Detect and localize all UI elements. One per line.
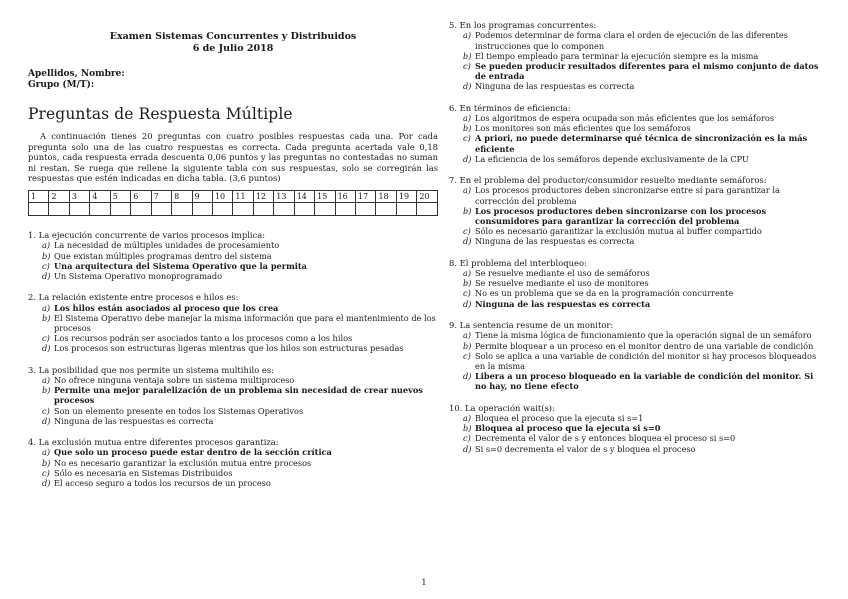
name-field-label: Apellidos, Nombre: [28, 69, 125, 79]
answer-input-cell[interactable] [90, 202, 110, 215]
answer-number-cell: 18 [376, 190, 396, 202]
question-text [28, 365, 438, 375]
question-number: 3. [28, 364, 36, 375]
answer-number-cell: 16 [335, 190, 355, 202]
answer-input-cell[interactable] [131, 202, 151, 215]
question-statement: En los programas concurrentes: [459, 20, 597, 30]
answer-number-cell: 9 [192, 190, 212, 202]
option-item [463, 341, 826, 351]
answer-input-cell[interactable] [172, 202, 192, 215]
question-text [449, 258, 826, 268]
question-number: 1. [28, 229, 36, 240]
option-text: Una arquitectura del Sistema Operativo que la permita [54, 260, 307, 271]
section-title: Preguntas de Respuesta Múltiple [28, 105, 293, 123]
option-letter: a) [463, 412, 472, 423]
question-text [449, 320, 826, 330]
option-letter: c) [463, 61, 471, 72]
question-item [449, 20, 826, 92]
option-letter: c) [42, 260, 50, 271]
option-list [463, 30, 826, 91]
option-text: Sólo es necesaria en Sistemas Distribuidos [54, 467, 233, 478]
answer-number-cell: 14 [294, 190, 314, 202]
option-item [463, 413, 826, 423]
answer-number-cell: 11 [233, 190, 253, 202]
option-letter: b) [463, 340, 472, 351]
option-item [463, 113, 826, 123]
answer-number-cell: 20 [417, 190, 438, 202]
option-item [463, 288, 826, 298]
answer-input-cell[interactable] [192, 202, 212, 215]
option-item [463, 299, 826, 309]
option-text: Podemos determinar de forma clara el orden de ejecución de las diferentes instrucciones que lo componen [475, 30, 788, 51]
option-list [463, 413, 826, 454]
option-text: Ninguna de las respuestas es correcta [475, 81, 635, 92]
option-item [42, 416, 438, 426]
option-item [463, 226, 826, 236]
option-item [463, 268, 826, 278]
option-item [42, 458, 438, 468]
questions-left [28, 230, 438, 488]
answer-number-cell: 6 [131, 190, 151, 202]
option-text: Bloquea al proceso que la ejecuta si s=0 [475, 423, 661, 434]
option-text: Se resuelve mediante el uso de monitores [475, 278, 649, 289]
answer-number-cell: 7 [151, 190, 171, 202]
option-item [42, 478, 438, 488]
question-item [449, 175, 826, 247]
option-text: Se pueden producir resultados diferentes para el mismo conjunto de datos de entrada [475, 61, 819, 82]
option-list [463, 330, 826, 391]
answer-number-cell: 1 [29, 190, 49, 202]
option-text: Los monitores son más eficientes que los semáforos [475, 123, 691, 134]
option-item [42, 343, 438, 353]
question-number: 7. [449, 175, 457, 186]
answer-input-cell[interactable] [29, 202, 49, 215]
option-letter: c) [42, 467, 50, 478]
option-letter: c) [463, 226, 471, 237]
answer-number-cell: 15 [315, 190, 335, 202]
answer-input-cell[interactable] [274, 202, 294, 215]
option-item [463, 351, 826, 371]
option-letter: b) [463, 278, 472, 289]
answer-number-cell: 12 [253, 190, 273, 202]
question-statement: La sentencia resume de un monitor: [459, 319, 614, 330]
question-number: 5. [449, 20, 457, 30]
option-text: Sólo es necesario garantizar la exclusión mutua al buffer compartido [475, 226, 762, 237]
answer-input-cell[interactable] [49, 202, 69, 215]
answer-input-cell[interactable] [233, 202, 253, 215]
question-text [28, 230, 438, 240]
question-statement: La exclusión mutua entre diferentes procesos garantiza: [38, 437, 279, 448]
option-letter: d) [42, 478, 51, 489]
option-item [463, 206, 826, 226]
option-letter: a) [463, 268, 472, 279]
option-letter: b) [42, 250, 51, 261]
option-item [463, 371, 826, 391]
option-text: El acceso seguro a todos los recursos de un proceso [54, 478, 271, 489]
option-item [463, 61, 826, 81]
option-letter: a) [42, 240, 51, 251]
option-list [463, 268, 826, 309]
option-text: La necesidad de múltiples unidades de procesamiento [54, 240, 280, 251]
option-letter: b) [463, 123, 472, 134]
option-letter: c) [463, 433, 471, 444]
option-text: Los procesos productores deben sincronizarse entre sí para garantizar la corrección del problema [475, 185, 780, 206]
answer-input-cell[interactable] [417, 202, 438, 215]
option-letter: b) [463, 423, 472, 434]
option-letter: a) [463, 113, 472, 124]
question-text [449, 175, 826, 185]
option-letter: b) [463, 50, 472, 61]
option-letter: d) [463, 81, 472, 92]
answer-input-cell[interactable] [69, 202, 89, 215]
answer-table-header-row [29, 190, 438, 202]
option-item [463, 278, 826, 288]
option-text: Ninguna de las respuestas es correcta [475, 236, 635, 247]
option-item [463, 81, 826, 91]
question-statement: La posibilidad que nos permite un sistema multihilo es: [38, 364, 274, 375]
answer-number-cell: 4 [90, 190, 110, 202]
question-statement: La relación existente entre procesos e hilos es: [38, 292, 239, 303]
section-intro: A continuación tienes 20 preguntas con cuatro posibles respuestas cada una. Por cada pregunta solo una de las cuatro respuestas es correcta. Cada pregunta acertada vale 0,18 puntos, cada respuesta errada descuenta 0,06 puntos y las preguntas no contestadas no suman ni restan. Se ruega que rellene la siguiente tabla con sus respuestas, solo se corregirán las respuestas que estén indicadas en dicha tabla. (3,6 puntos) [28, 131, 438, 184]
answer-input-cell[interactable] [335, 202, 355, 215]
question-text [28, 292, 438, 302]
group-field-label: Grupo (M/T): [28, 80, 95, 90]
answer-input-cell[interactable] [315, 202, 335, 215]
question-statement: En el problema del productor/consumidor resuelto mediante semáforos: [459, 175, 767, 186]
option-letter: a) [42, 375, 51, 386]
answer-input-cell[interactable] [151, 202, 171, 215]
option-item [42, 303, 438, 313]
option-text: Los procesos productores deben sincronizarse con los procesos consumidores para garantizar la corrección del problema [475, 205, 767, 227]
option-item [463, 433, 826, 443]
option-list [42, 240, 438, 281]
question-item [449, 258, 826, 309]
option-item [42, 271, 438, 281]
answer-table-blank-row [29, 202, 438, 215]
answer-number-cell: 17 [356, 190, 376, 202]
option-item [463, 154, 826, 164]
option-list [42, 375, 438, 426]
answer-input-cell[interactable] [376, 202, 396, 215]
student-fields [28, 69, 438, 91]
option-letter: d) [42, 343, 51, 354]
option-item [42, 240, 438, 250]
option-item [42, 447, 438, 457]
option-item [42, 406, 438, 416]
option-letter: a) [463, 185, 472, 196]
question-item [449, 320, 826, 392]
option-letter: b) [42, 457, 51, 468]
option-letter: d) [463, 443, 472, 454]
option-item [42, 251, 438, 261]
option-letter: c) [42, 333, 50, 344]
option-item [463, 185, 826, 205]
option-item [42, 261, 438, 271]
option-list [42, 447, 438, 488]
question-number: 9. [449, 319, 457, 330]
answer-number-cell: 10 [212, 190, 232, 202]
page-number: 1 [421, 578, 427, 588]
option-text: Permite bloquear a un proceso en el monitor dentro de una variable de condición [475, 340, 814, 351]
option-text: Que existan múltiples programas dentro del sistema [54, 250, 272, 261]
question-number: 4. [28, 437, 36, 448]
option-item [463, 30, 826, 50]
answer-number-cell: 8 [172, 190, 192, 202]
option-text: Los procesos son estructuras ligeras mientras que los hilos son estructuras pesadas [54, 343, 404, 354]
option-letter: c) [463, 133, 471, 144]
option-text: A priori, no puede determinarse qué técnica de sincronización es la más eficiente [475, 133, 808, 154]
answer-input-cell[interactable] [212, 202, 232, 215]
option-text: Los algoritmos de espera ocupada son más eficientes que los semáforos [475, 113, 775, 124]
option-letter: d) [463, 153, 472, 164]
option-item [463, 51, 826, 61]
question-item [28, 365, 438, 426]
question-text [449, 103, 826, 113]
question-item [28, 437, 438, 488]
question-number: 2. [28, 292, 36, 303]
option-list [42, 303, 438, 354]
option-letter: a) [42, 302, 51, 313]
questions-right [449, 20, 826, 454]
answer-number-cell: 2 [49, 190, 69, 202]
option-text: Permite una mejor paralelización de un problema sin necesidad de crear nuevos procesos [54, 385, 423, 406]
option-letter: a) [42, 447, 51, 458]
question-number: 8. [449, 257, 457, 268]
answer-input-cell[interactable] [253, 202, 273, 215]
exam-header [28, 31, 438, 55]
option-letter: d) [463, 236, 472, 247]
option-item [463, 330, 826, 340]
option-item [42, 385, 438, 405]
option-letter: c) [42, 405, 50, 416]
option-text: El tiempo empleado para terminar la ejecución siempre es la misma [475, 50, 759, 61]
question-item [28, 230, 438, 281]
option-item [42, 333, 438, 343]
question-number: 6. [449, 102, 457, 113]
question-number: 10. [449, 402, 463, 413]
option-letter: a) [463, 330, 472, 341]
option-letter: d) [42, 270, 51, 281]
option-letter: a) [463, 30, 472, 41]
question-text [28, 437, 438, 447]
option-item [463, 236, 826, 246]
option-item [463, 133, 826, 153]
option-text: Decrementa el valor de s y entonces bloquea el proceso si s=0 [475, 433, 736, 444]
option-text: No es necesario garantizar la exclusión mutua entre procesos [54, 457, 312, 468]
answer-number-cell: 3 [69, 190, 89, 202]
exam-title: Examen Sistemas Concurrentes y Distribuidos [109, 31, 357, 42]
option-text: Tiene la misma lógica de funcionamiento que la operación signal de un semáforo [475, 330, 812, 341]
option-list [463, 185, 826, 246]
answer-input-cell[interactable] [396, 202, 416, 215]
answer-input-cell[interactable] [356, 202, 376, 215]
option-text: Que solo un proceso puede estar dentro de la sección crítica [54, 447, 332, 458]
option-text: Un Sistema Operativo monoprogramado [54, 270, 223, 281]
question-item [449, 403, 826, 454]
option-text: Ninguna de las respuestas es correcta [54, 415, 214, 426]
option-text: Solo se aplica a una variable de condición del monitor si hay procesos bloqueados en la misma [475, 350, 817, 371]
option-item [463, 123, 826, 133]
question-statement: La operación wait(s): [465, 402, 555, 413]
option-letter: d) [463, 298, 472, 309]
option-text: Los hilos están asociados al proceso que los crea [54, 302, 279, 313]
question-item [449, 103, 826, 164]
question-statement: En términos de eficiencia: [459, 102, 571, 113]
option-letter: c) [463, 350, 471, 361]
option-text: El Sistema Operativo debe manejar la misma información que para el mantenimiento de los procesos [54, 312, 436, 333]
option-item [42, 468, 438, 478]
option-letter: b) [42, 385, 51, 396]
answer-number-cell: 13 [274, 190, 294, 202]
answer-number-cell: 19 [396, 190, 416, 202]
question-statement: El problema del interbloqueo: [459, 257, 587, 268]
left-column [28, 0, 438, 488]
option-text: No es un problema que se da en la programación concurrente [475, 288, 734, 299]
option-item [42, 313, 438, 333]
answer-number-cell: 5 [110, 190, 130, 202]
option-text: Los recursos podrán ser asociados tanto a los procesos como a los hilos [54, 333, 353, 344]
option-letter: c) [463, 288, 471, 299]
exam-date: 6 de Julio 2018 [192, 43, 274, 54]
question-text [449, 20, 826, 30]
option-text: Bloquea el proceso que la ejecuta si s=1 [475, 412, 644, 423]
option-text: Son un elemento presente en todos los Sistemas Operativos [54, 405, 304, 416]
option-letter: b) [463, 205, 472, 216]
answer-table [28, 190, 438, 216]
right-column [449, 0, 826, 454]
option-text: Si s=0 decrementa el valor de s y bloquea el proceso [475, 443, 696, 454]
option-text: Libera a un proceso bloqueado en la variable de condición del monitor. Si no hay, no tiene efecto [475, 371, 814, 392]
question-item [28, 292, 438, 353]
option-text: No ofrece ninguna ventaja sobre un sistema multiproceso [54, 375, 295, 386]
option-text: Ninguna de las respuestas es correcta [475, 298, 651, 309]
answer-input-cell[interactable] [294, 202, 314, 215]
option-item [42, 375, 438, 385]
question-text [449, 403, 826, 413]
option-item [463, 423, 826, 433]
option-letter: d) [42, 415, 51, 426]
option-text: La eficiencia de los semáforos depende exclusivamente de la CPU [475, 153, 749, 164]
option-item [463, 444, 826, 454]
option-letter: d) [463, 371, 472, 382]
option-text: Se resuelve mediante el uso de semáforos [475, 268, 650, 279]
option-list [463, 113, 826, 164]
question-statement: La ejecución concurrente de varios procesos implica: [38, 229, 266, 240]
option-letter: b) [42, 312, 51, 323]
answer-input-cell[interactable] [110, 202, 130, 215]
